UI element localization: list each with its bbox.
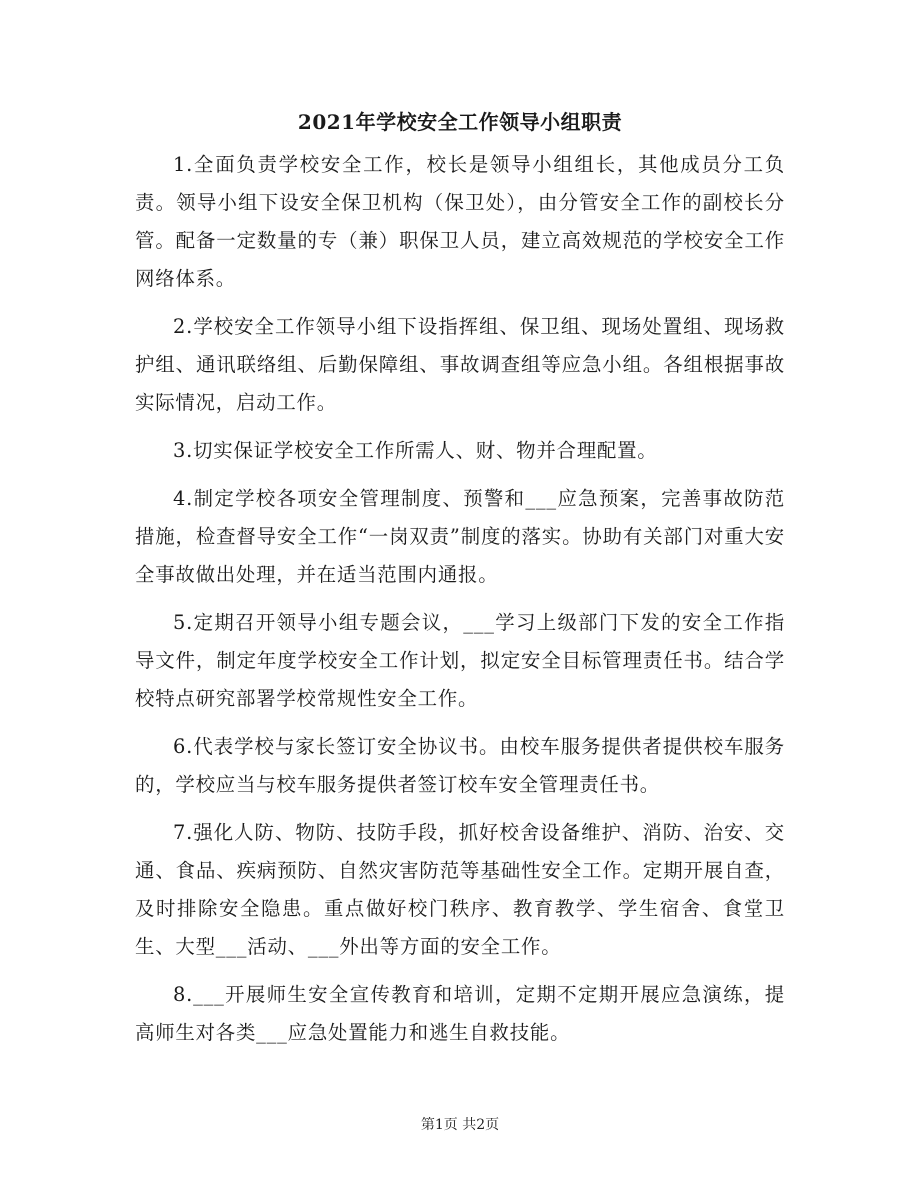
document-body	[135, 146, 785, 1062]
paragraph-5: 5.定期召开领导小组专题会议，___学习上级部门下发的安全工作指导文件，制定年度学校安全工作计划，拟定安全目标管理责任书。结合学校特点研究部署学校常规性安全工作。	[135, 611, 785, 710]
paragraph-1: 1.全面负责学校安全工作，校长是领导小组组长，其他成员分工负责。领导小组下设安全保卫机构（保卫处），由分管安全工作的副校长分管。配备一定数量的专（兼）职保卫人员，建立高效规范的学校安全工作网络体系。	[135, 153, 785, 290]
paragraph-2: 2.学校安全工作领导小组下设指挥组、保卫组、现场处置组、现场救护组、通讯联络组、后勤保障组、事故调查组等应急小组。各组根据事故实际情况，启动工作。	[135, 315, 785, 414]
document-title: 2021年学校安全工作领导小组职责	[297, 110, 623, 134]
page-number-footer: 第1页 共2页	[420, 1117, 500, 1133]
paragraph-4: 4.制定学校各项安全管理制度、预警和___应急预案，完善事故防范措施，检查督导安全工作“一岗双责”制度的落实。协助有关部门对重大安全事故做出处理，并在适当范围内通报。	[135, 487, 785, 586]
paragraph-3: 3.切实保证学校安全工作所需人、财、物并合理配置。	[173, 439, 658, 462]
paragraph-7: 7.强化人防、物防、技防手段，抓好校舍设备维护、消防、治安、交通、食品、疾病预防、自然灾害防范等基础性安全工作。定期开展自查，及时排除安全隐患。重点做好校门秩序、教育教学、学生宿舍、食堂卫生、大型___活动、___外出等方面的安全工作。	[135, 821, 785, 958]
paragraph-6: 6.代表学校与家长签订安全协议书。由校车服务提供者提供校车服务的，学校应当与校车服务提供者签订校车安全管理责任书。	[135, 735, 785, 796]
paragraph-8: 8.___开展师生安全宣传教育和培训，定期不定期开展应急演练，提高师生对各类___应急处置能力和逃生自救技能。	[135, 983, 785, 1044]
